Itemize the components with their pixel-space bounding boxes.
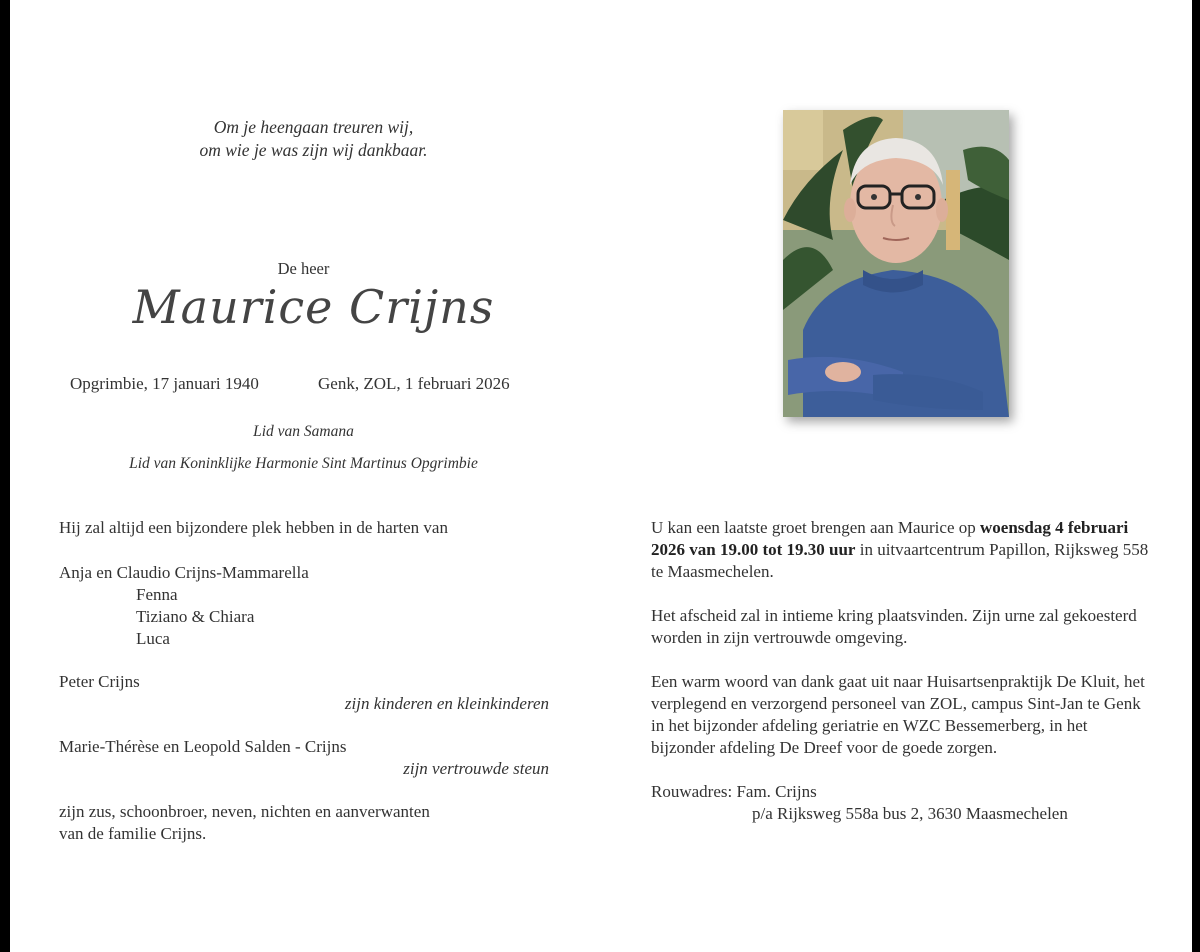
family-closing: [59, 801, 430, 845]
membership-2: Lid van Koninklijke Harmonie Sint Martinus Opgrimbie: [129, 455, 478, 472]
death-info: Genk, ZOL, 1 februari 2026: [318, 374, 510, 393]
visitation-text-post: in uitvaartcentrum Papillon, Rijksweg 558 te Maasmechelen.: [651, 540, 1149, 581]
family-couple-1: Anja en Claudio Crijns-Mammarella: [59, 563, 309, 582]
family-group-1: [59, 562, 309, 650]
quote-line-2: om wie je was zijn wij dankbaar.: [199, 140, 428, 160]
address-label: Rouwadres: Fam. Crijns: [651, 782, 817, 801]
quote-line-1: Om je heengaan treuren wij,: [213, 117, 414, 137]
family-child-2: Peter Crijns: [59, 672, 140, 691]
family-couple-2: Marie-Thérèse en Leopold Salden - Crijns: [59, 737, 347, 756]
visitation-info: [651, 517, 1151, 583]
memorial-card: [10, 0, 1192, 952]
info-column: [651, 517, 1151, 825]
grandchild: Fenna: [136, 585, 178, 604]
family-closing-line-1: zijn zus, schoonbroer, neven, nichten en aanverwanten: [59, 802, 430, 821]
grandchild: Luca: [136, 629, 170, 648]
memorial-quote: [10, 116, 617, 162]
deceased-name: Maurice Crijns: [132, 280, 495, 334]
address-line: p/a Rijksweg 558a bus 2, 3630 Maasmechelen: [752, 804, 1068, 823]
membership-1: Lid van Samana: [253, 423, 354, 440]
family-role-2: zijn vertrouwde steun: [403, 759, 549, 778]
visitation-text-pre: U kan een laatste groet brengen aan Maurice op: [651, 518, 980, 537]
birth-info: Opgrimbie, 17 januari 1940: [70, 374, 259, 393]
honorific: De heer: [277, 259, 330, 278]
farewell-info: Het afscheid zal in intieme kring plaatsvinden. Zijn urne zal gekoesterd worden in zijn vertrouwde omgeving.: [651, 606, 1137, 647]
thanks-info: Een warm woord van dank gaat uit naar Huisartsenpraktijk De Kluit, het verplegend en verzorgend personeel van ZOL, campus Sint-Jan te Genk in het bijzonder afdeling geriatrie en WZC Bessemerberg, in het bijzonder afdeling De Dreef voor de goede zorgen.: [651, 672, 1145, 757]
grandchild: Tiziano & Chiara: [136, 607, 255, 626]
family-intro: Hij zal altijd een bijzondere plek hebben in de harten van: [59, 518, 448, 537]
visitation-datetime: woensdag 4 februari 2026 van 19.00 tot 19.30 uur: [651, 518, 1129, 559]
family-role-1: zijn kinderen en kleinkinderen: [344, 694, 549, 713]
portrait-photo: [783, 110, 1009, 417]
family-closing-line-2: van de familie Crijns.: [59, 824, 207, 843]
